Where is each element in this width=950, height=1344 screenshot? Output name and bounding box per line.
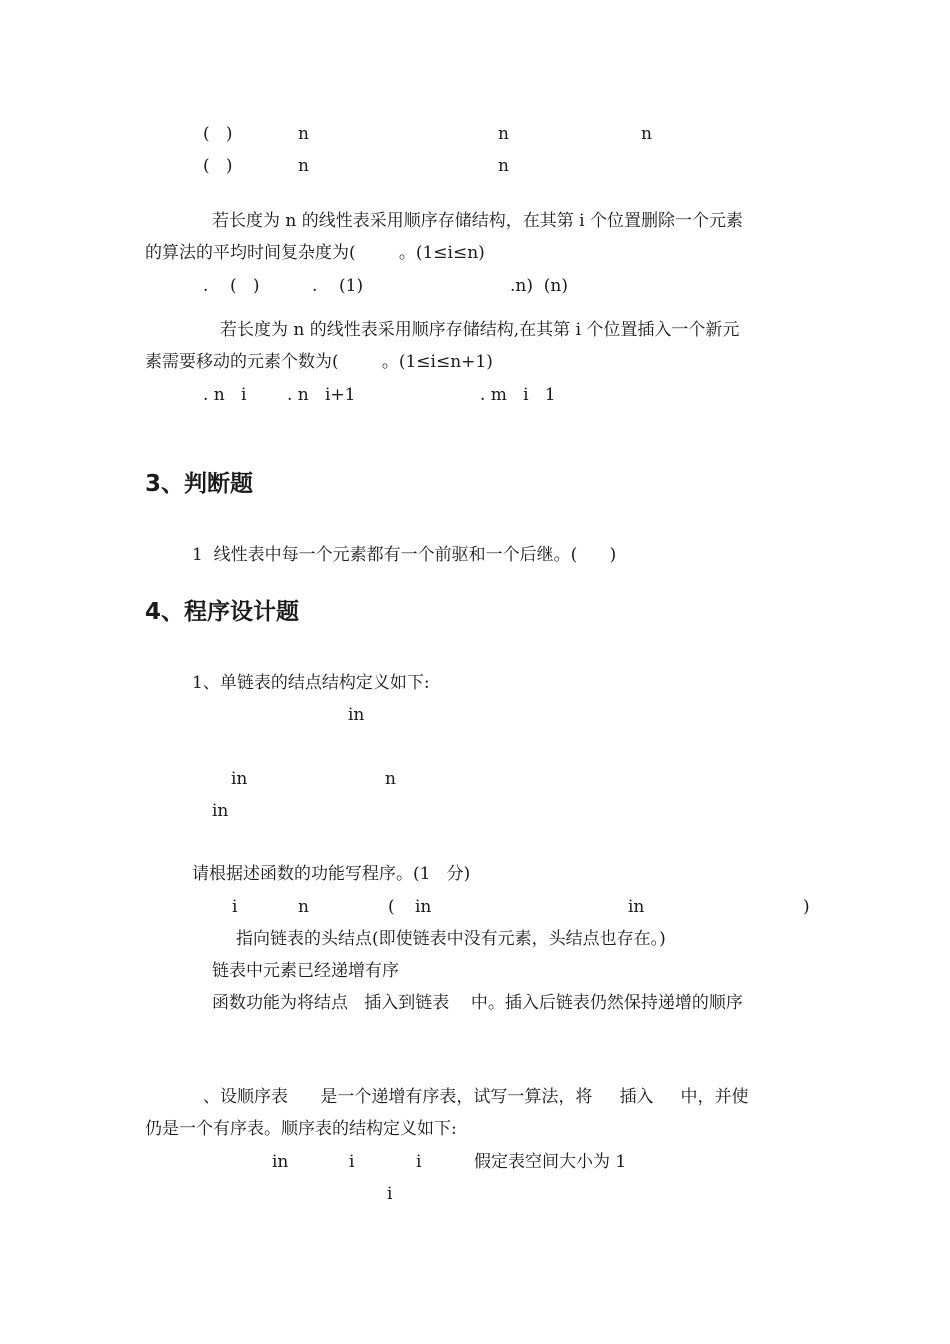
code-fragment: ( — [388, 897, 395, 917]
question-delete-option-c: .n) (n) — [510, 276, 569, 296]
section-heading-true-false: 3、判断题 — [145, 471, 254, 497]
code-fragment: in — [415, 897, 432, 917]
question-insert-line2: 素需要移动的元素个数为( 。(1≤i≤n+1) — [145, 352, 493, 372]
programming-q1-note-3: 函数功能为将结点 插入到链表 中。插入后链表仍然保持递增的顺序 — [212, 993, 743, 1013]
code-fragment: i — [387, 1184, 393, 1204]
question-delete-option-b: . (1) — [312, 276, 364, 296]
code-fragment: in — [231, 769, 248, 789]
question-insert-line1: 若长度为 n 的线性表采用顺序存储结构,在其第 i 个位置插入一个新元 — [220, 320, 740, 340]
section-heading-programming: 4、程序设计题 — [145, 599, 300, 625]
question-delete-option-a: . ( ) — [203, 276, 260, 296]
programming-q2-line1: 、设顺序表 是一个递增有序表，试写一算法，将 插入 中，并使 — [203, 1087, 749, 1107]
option-n: n — [498, 156, 509, 176]
question-insert-option-b: . n i+1 — [287, 385, 356, 405]
programming-q1-note-2: 链表中元素已经递增有序 — [212, 961, 399, 981]
programming-q1-note-1: 指向链表的头结点(即使链表中没有元素，头结点也存在。) — [236, 929, 666, 949]
option-n: n — [298, 124, 309, 144]
code-fragment: ) — [803, 897, 810, 917]
option-paren: ( ) — [203, 156, 233, 176]
programming-q1-task: 请根据述函数的功能写程序。(1 分) — [192, 864, 471, 884]
code-fragment: i — [349, 1152, 355, 1172]
code-fragment: i — [232, 897, 238, 917]
option-n: n — [641, 124, 652, 144]
code-fragment: i — [416, 1152, 422, 1172]
code-fragment: n — [298, 897, 309, 917]
code-fragment: in — [272, 1152, 289, 1172]
option-paren: ( ) — [203, 124, 233, 144]
question-delete-line1: 若长度为 n 的线性表采用顺序存储结构，在其第 i 个位置删除一个元素 — [212, 211, 743, 231]
option-n: n — [298, 156, 309, 176]
code-fragment: in — [628, 897, 645, 917]
programming-q2-line2: 仍是一个有序表。顺序表的结构定义如下: — [145, 1119, 457, 1139]
question-insert-option-a: . n i — [203, 385, 247, 405]
option-n: n — [498, 124, 509, 144]
code-comment: 假定表空间大小为 1 — [474, 1152, 627, 1172]
programming-q1-intro: 1、单链表的结点结构定义如下: — [192, 673, 430, 693]
code-fragment: n — [385, 769, 396, 789]
question-insert-option-c: . m i 1 — [480, 385, 556, 405]
code-fragment: in — [348, 705, 365, 725]
code-fragment: in — [212, 801, 229, 821]
question-delete-line2: 的算法的平均时间复杂度为( 。(1≤i≤n) — [145, 243, 485, 263]
true-false-question-1: 1 线性表中每一个元素都有一个前驱和一个后继。( ) — [192, 545, 617, 565]
